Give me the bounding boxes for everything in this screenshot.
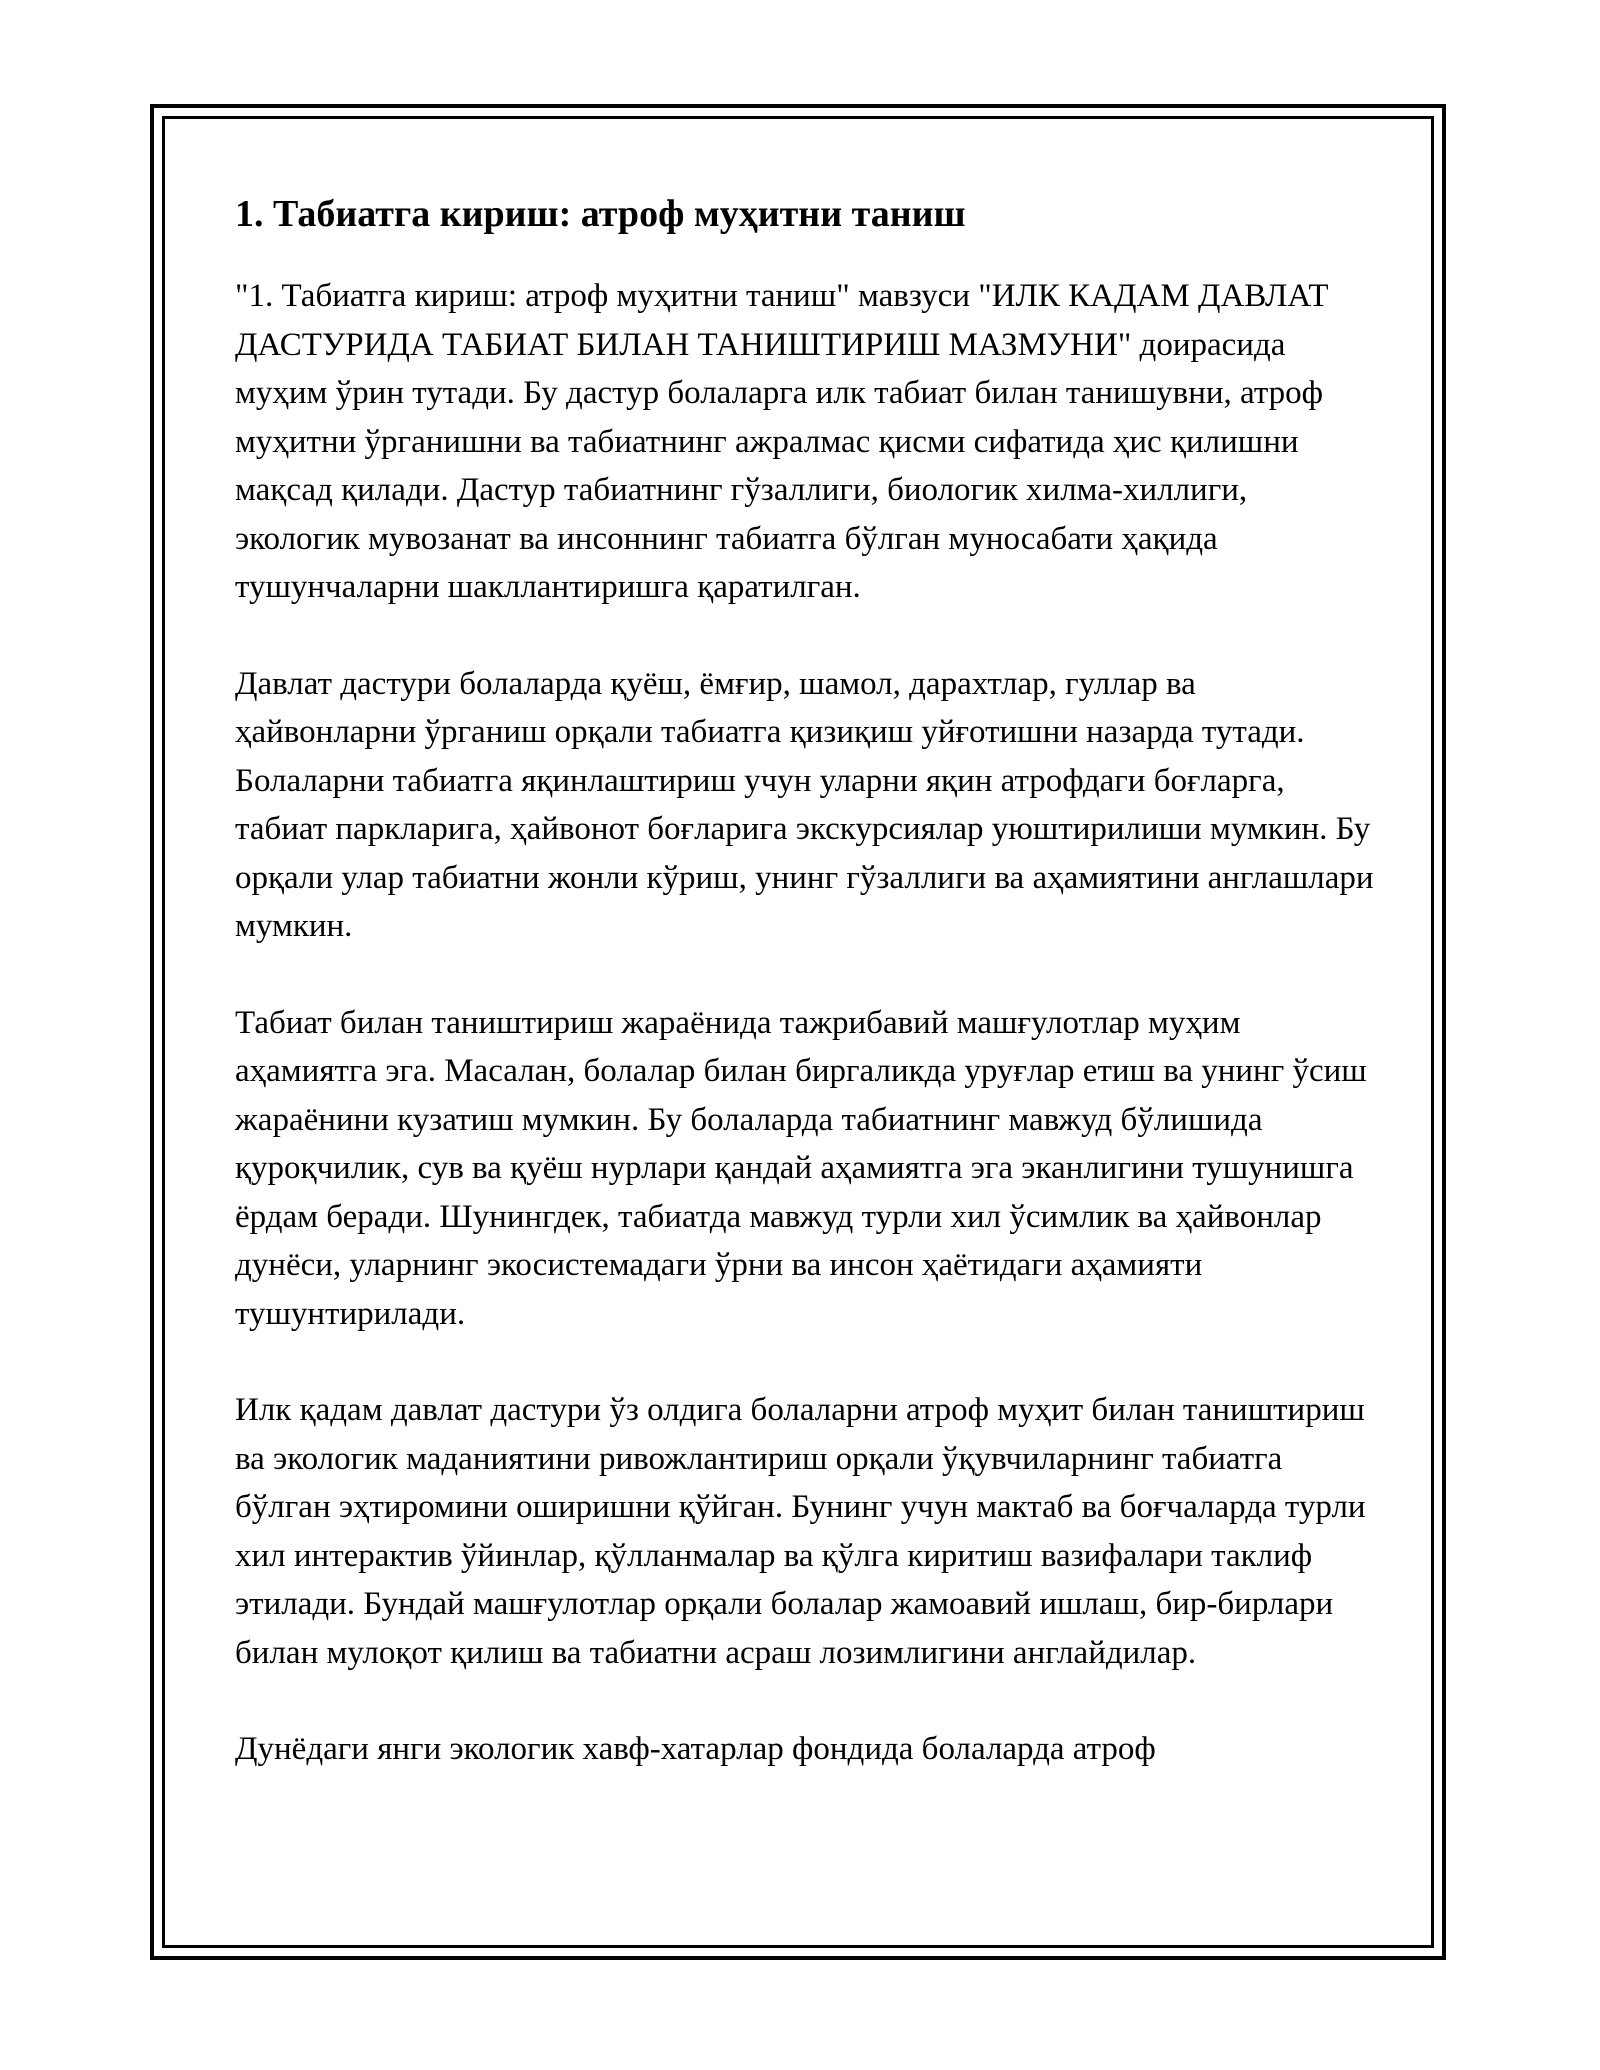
paragraph-2: Давлат дастури болаларда қуёш, ёмғир, шамол, дарахтлар, гуллар ва ҳайвонларни ўрганиш орқали табиатга қизиқиш уйғотишни назарда тутади. Болаларни табиатга яқинлаштириш учун уларни яқин атрофдаги боғларга, табиат паркларига, ҳайвонот боғларига экскурсиялар уюштирилиши мумкин. Бу орқали улар табиатни жонли кўриш, унинг гўзаллиги ва аҳамиятини англашлари мумкин. [235,665,1374,944]
paragraph-1: "1. Табиатга кириш: атроф муҳитни таниш" мавзуси "ИЛК КАДАМ ДАВЛАТ ДАСТУРИДА ТАБИАТ БИЛАН ТАНИШТИРИШ МАЗМУНИ" доирасида муҳим ўрин тутади. Бу дастур болаларга илк табиат билан танишувни, атроф муҳитни ўрганишни ва табиатнинг ажралмас қисми сифатида ҳис қилишни мақсад қилади. Дастур табиатнинг гўзаллиги, биологик хилма-хиллиги, экологик мувозанат ва инсоннинг табиатга бўлган муносабати ҳақида тушунчаларни шакллантиришга қаратилган. [235,278,1329,605]
paragraph-4: Илк қадам давлат дастури ўз олдига болаларни атроф муҳит билан таништириш ва экологик маданиятини ривожлантириш орқали ўқувчиларнинг табиатга бўлган эҳтиромини оширишни қўйган. Бунинг учун мактаб ва боғчаларда турли хил интерактив ўйинлар, қўлланмалар ва қўлга киритиш вазифалари таклиф этилади. Бундай машғулотлар орқали болалар жамоавий ишлаш, бир-бирлари билан мулоқот қилиш ва табиатни асраш лозимлигини англайдилар. [235,1392,1366,1671]
paragraph-3: Табиат билан таништириш жараёнида тажрибавий машғулотлар муҳим аҳамиятга эга. Масалан, болалар билан биргаликда уруғлар етиш ва унинг ўсиш жараёнини кузатиш мумкин. Бу болаларда табиатнинг мавжуд бўлишида қуроқчилик, сув ва қуёш нурлари қандай аҳамиятга эга эканлигини тушунишга ёрдам беради. Шунингдек, табиатда мавжуд турли хил ўсимлик ва ҳайвонлар дунёси, уларнинг экосистемадаги ўрни ва инсон ҳаётидаги аҳамияти тушунтирилади. [235,1004,1367,1332]
paragraph-5: Дунёдаги янги экологик хавф-хатарлар фондида болаларда атроф [235,1731,1156,1767]
document-body [235,186,1375,1822]
section-heading: 1. Табиатга кириш: атроф муҳитни таниш [235,193,966,235]
